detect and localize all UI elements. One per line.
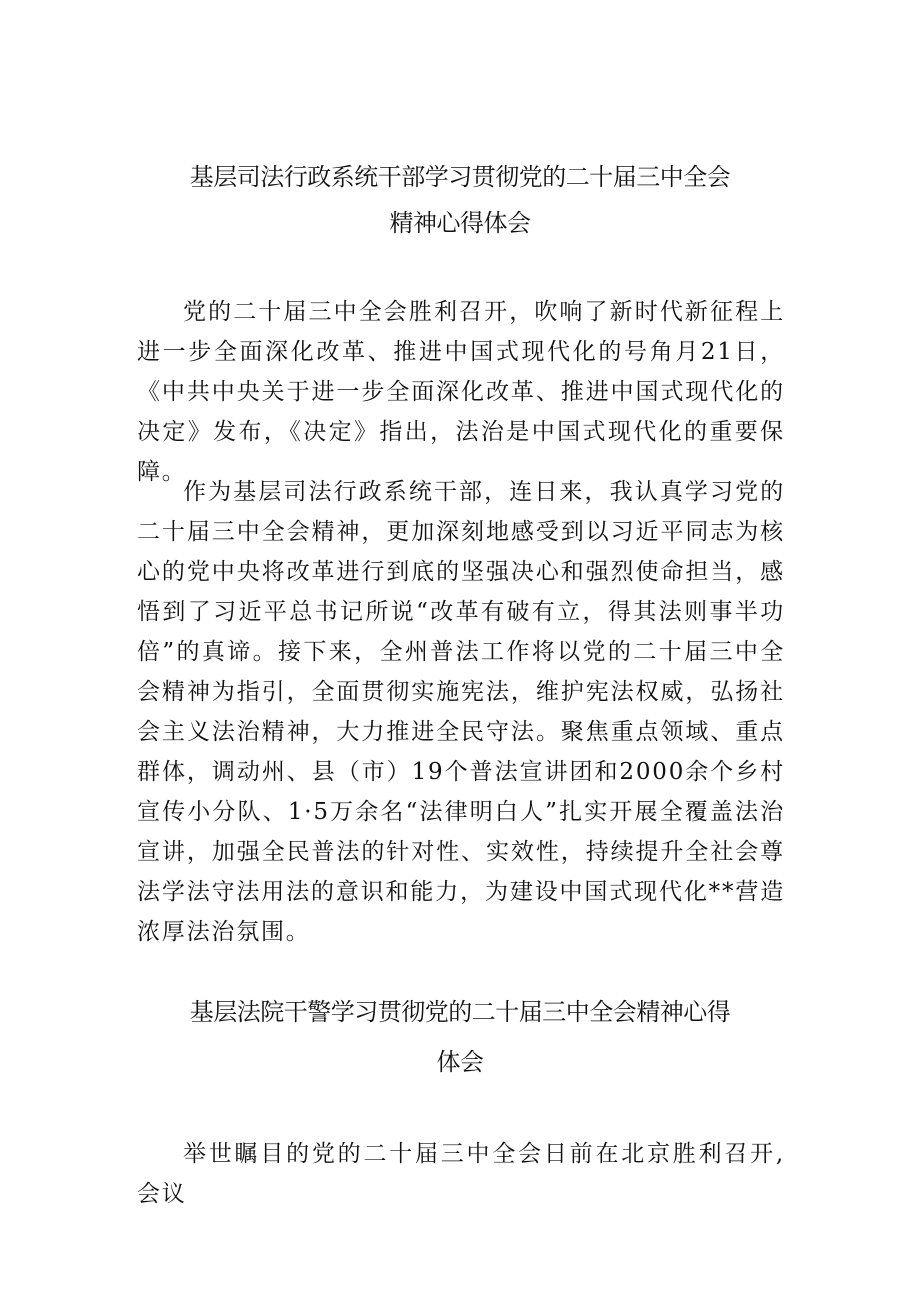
section-1-title — [120, 160, 800, 240]
section-2-title-line-2: 体会 — [436, 1048, 484, 1076]
section-1-title-line-2: 精神心得体会 — [389, 209, 531, 237]
section-1-title-line-1: 基层司法行政系统干部学习贯彻党的二十届三中全会 — [189, 163, 731, 191]
section-2-paragraph-1: 举世瞩目的党的二十届三中全会日前在北京胜利召开,会议 — [137, 1141, 785, 1207]
section-1-paragraph-1: 党的二十届三中全会胜利召开，吹响了新时代新征程上进一步全面深化改革、推进中国式现代化的号角月21日，《中共中央关于进一步全面深化改革、推进中国式现代化的决定》发布，《决定》指出，法治是中国式现代化的重要保障。 — [137, 299, 785, 485]
section-1-paragraph-2: 作为基层司法行政系统干部，连日来，我认真学习党的二十届三中全会精神，更加深刻地感受到以习近平同志为核心的党中央将改革进行到底的坚强决心和强烈使命担当，感悟到了习近平总书记所说“改革有破有立，得其法则事半功倍”的真谛。接下来，全州普法工作将以党的二十届三中全会精神为指引，全面贯彻实施宪法，维护宪法权威，弘扬社会主义法治精神，大力推进全民守法。聚焦重点领域、重点群体，调动州、县（市）19个普法宣讲团和2000余个乡村宣传小分队、1·5万余名“法律明白人”扎实开展全覆盖法治宣讲，加强全民普法的针对性、实效性，持续提升全社会尊法学法守法用法的意识和能力，为建设中国式现代化**营造浓厚法治氛围。 — [137, 479, 785, 945]
section-2-title-line-1: 基层法院干警学习贯彻党的二十届三中全会精神心得 — [189, 998, 731, 1026]
section-2-title — [120, 995, 800, 1079]
